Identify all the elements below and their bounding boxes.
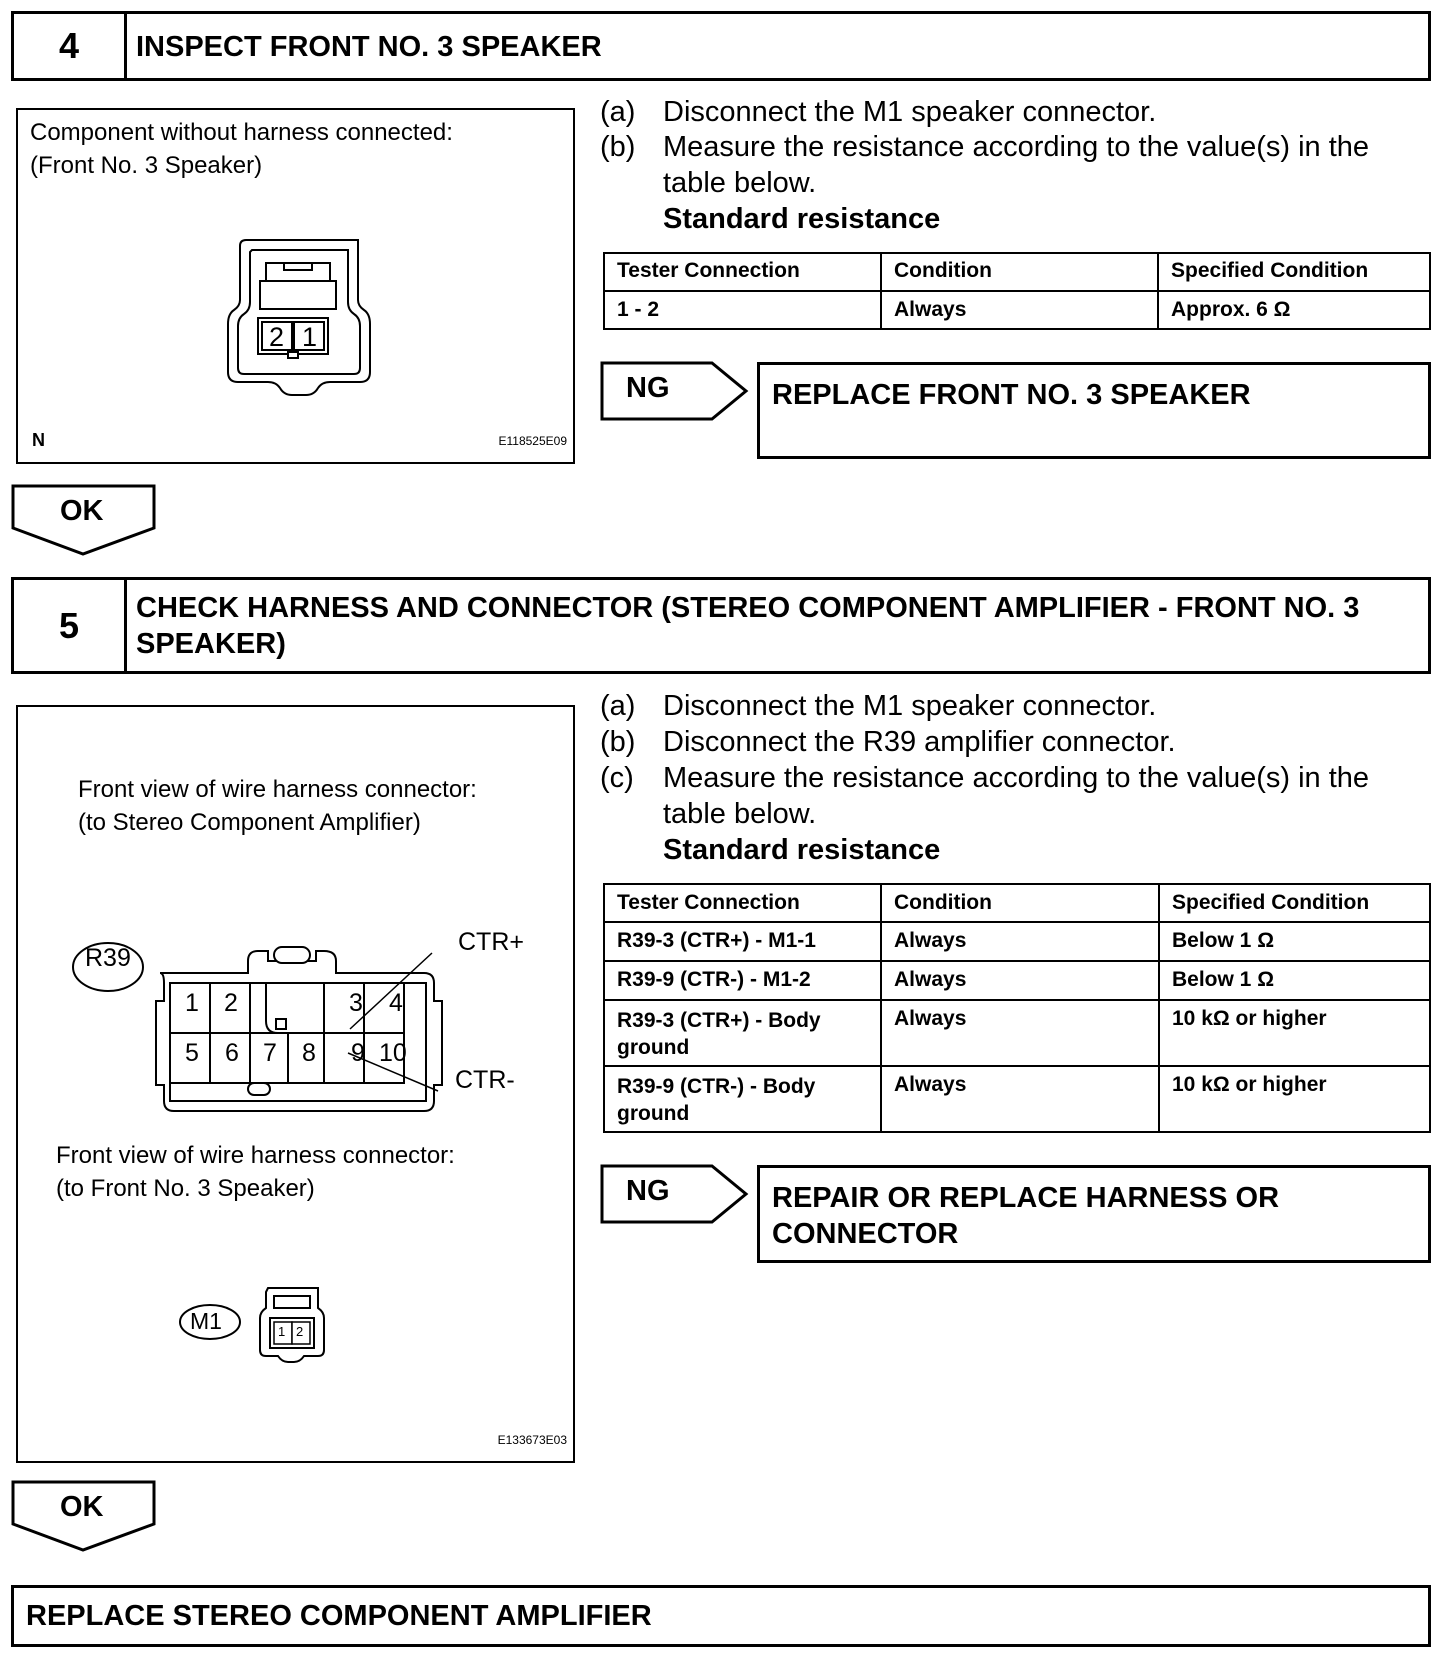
step-5-figure — [16, 705, 575, 1463]
step-title: CHECK HARNESS AND CONNECTOR (STEREO COMPONENT AMPLIFIER - FRONT NO. 3 — [136, 592, 1360, 624]
table-header: Tester Connection — [604, 884, 881, 922]
ctr-plus-label: CTR+ — [458, 928, 524, 956]
result-text: REPAIR OR REPLACE HARNESS OR — [772, 1182, 1280, 1214]
step-5-ng-result — [757, 1165, 1431, 1263]
table-header-row — [604, 253, 1430, 291]
table-cell: R39-3 (CTR+) - M1-1 — [604, 922, 881, 961]
step-5-resistance-table — [603, 883, 1431, 1133]
pin-label: 2 — [296, 1324, 304, 1339]
table-row — [604, 922, 1430, 961]
figure-caption: (to Front No. 3 Speaker) — [56, 1175, 315, 1202]
figure-caption: Front view of wire harness connector: — [78, 776, 477, 803]
result-text: CONNECTOR — [772, 1218, 959, 1250]
table-cell: Below 1 Ω — [1159, 961, 1430, 1000]
result-text: REPLACE FRONT NO. 3 SPEAKER — [772, 379, 1251, 411]
table-header: Specified Condition — [1158, 253, 1430, 291]
table-header: Tester Connection — [604, 253, 881, 291]
table-cell: 1 - 2 — [604, 291, 881, 329]
figure-code: E118525E09 — [498, 434, 567, 448]
pin-label: 2 — [224, 989, 238, 1017]
pin-label: 1 — [278, 1324, 286, 1339]
step-number: 4 — [14, 14, 127, 78]
table-cell: Always — [881, 1066, 1159, 1132]
table-cell: Below 1 Ω — [1159, 922, 1430, 961]
pin-label: 10 — [379, 1039, 407, 1067]
pin-label: 6 — [225, 1039, 239, 1067]
step-5-header — [11, 577, 1431, 674]
table-cell: 10 kΩ or higher — [1159, 1066, 1430, 1132]
ng-label: NG — [626, 372, 670, 404]
pin-label: 7 — [263, 1039, 277, 1067]
ng-arrow — [600, 361, 750, 421]
table-header: Condition — [881, 884, 1159, 922]
ctr-minus-label: CTR- — [455, 1066, 515, 1094]
table-cell: Approx. 6 Ω — [1158, 291, 1430, 329]
connector-label-m1: M1 — [190, 1308, 222, 1334]
table-cell: Always — [881, 922, 1159, 961]
final-result-text: REPLACE STEREO COMPONENT AMPLIFIER — [26, 1600, 652, 1632]
pin-label: 8 — [302, 1039, 316, 1067]
step-title: INSPECT FRONT NO. 3 SPEAKER — [136, 31, 602, 63]
table-row — [604, 291, 1430, 329]
pin-label: 4 — [389, 989, 403, 1017]
figure-caption: (Front No. 3 Speaker) — [30, 152, 263, 179]
table-row — [604, 961, 1430, 1000]
table-cell: Always — [881, 291, 1158, 329]
pin-label: 9 — [351, 1039, 365, 1067]
final-result-box — [11, 1585, 1431, 1647]
figure-code: E133673E03 — [497, 1433, 567, 1447]
table-cell: Always — [881, 1000, 1159, 1066]
step-title: SPEAKER) — [136, 628, 286, 660]
step-4-resistance-table — [603, 252, 1431, 330]
step-4-header — [11, 11, 1431, 81]
table-cell: R39-9 (CTR-) - Body ground — [604, 1066, 881, 1132]
figure-caption: Component without harness connected: — [30, 119, 453, 146]
ng-arrow — [600, 1164, 750, 1224]
figure-caption: (to Stereo Component Amplifier) — [78, 809, 421, 836]
step-4-figure — [16, 108, 575, 464]
pin-label: 1 — [302, 322, 318, 352]
pin-label: 3 — [349, 989, 363, 1017]
step-4-ng-result — [757, 362, 1431, 459]
speaker-connector-drawing — [218, 230, 378, 405]
table-header-row — [604, 884, 1430, 922]
table-row — [604, 1000, 1430, 1066]
table-header: Condition — [881, 253, 1158, 291]
ok-label: OK — [60, 495, 104, 527]
pin-label: 5 — [185, 1039, 199, 1067]
ok-label: OK — [60, 1491, 104, 1523]
pin-label: 1 — [185, 989, 199, 1017]
ng-label: NG — [626, 1175, 670, 1207]
figure-corner-label: N — [32, 430, 45, 450]
table-row — [604, 1066, 1430, 1132]
table-header: Specified Condition — [1159, 884, 1430, 922]
table-cell: R39-3 (CTR+) - Body ground — [604, 1000, 881, 1066]
pin-label: 2 — [269, 322, 285, 352]
connector-label-r39: R39 — [85, 944, 131, 972]
table-cell: R39-9 (CTR-) - M1-2 — [604, 961, 881, 1000]
table-cell: Always — [881, 961, 1159, 1000]
step-number: 5 — [14, 580, 127, 671]
figure-caption: Front view of wire harness connector: — [56, 1142, 455, 1169]
table-cell: 10 kΩ or higher — [1159, 1000, 1430, 1066]
